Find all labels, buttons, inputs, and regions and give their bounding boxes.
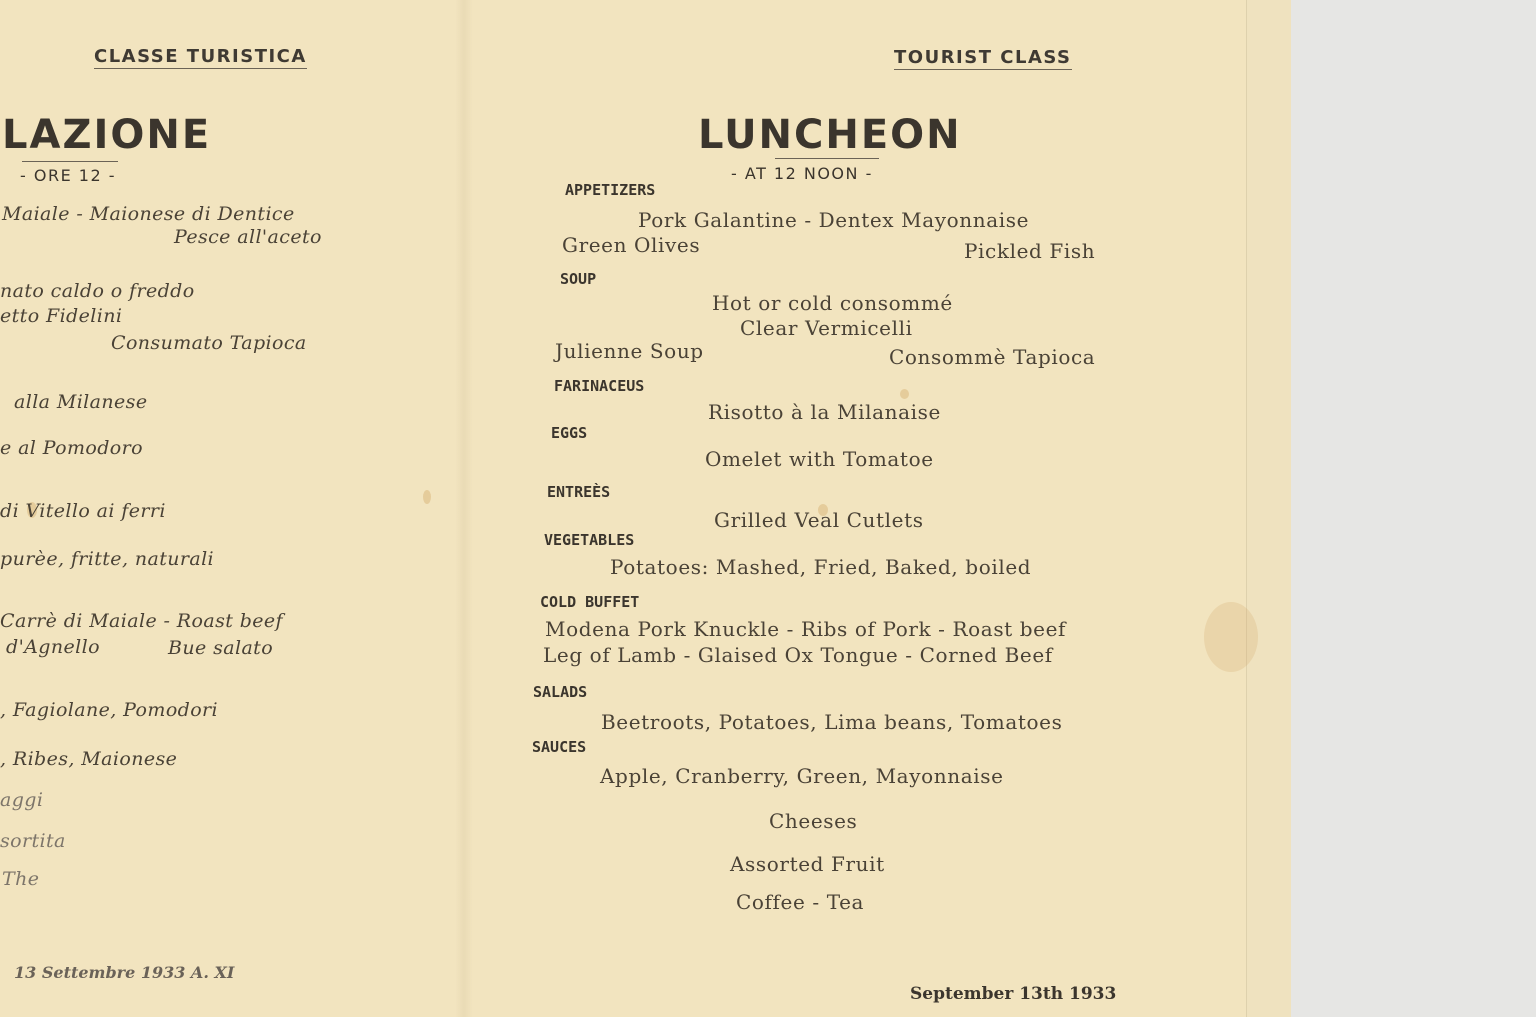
menu-item-cheeses: Cheeses bbox=[769, 809, 858, 833]
menu-item: Modena Pork Knuckle - Ribs of Pork - Roast beef bbox=[545, 617, 1067, 641]
left-line: etto Fidelini bbox=[0, 305, 123, 327]
left-line: Pesce all'aceto bbox=[174, 226, 322, 248]
menu-item: Risotto à la Milanaise bbox=[708, 400, 941, 424]
menu-item: Clear Vermicelli bbox=[740, 316, 913, 340]
backdrop bbox=[1290, 0, 1536, 1017]
left-line: nato caldo o freddo bbox=[0, 280, 195, 302]
left-line: d'Agnello bbox=[6, 636, 100, 658]
left-line: , Fagiolane, Pomodori bbox=[0, 699, 219, 721]
menu-item: Julienne Soup bbox=[555, 339, 704, 363]
left-line: purèe, fritte, naturali bbox=[0, 548, 215, 570]
menu-item: Beetroots, Potatoes, Lima beans, Tomatoes bbox=[601, 710, 1063, 734]
sheet-edge bbox=[1246, 0, 1291, 1017]
stain-spot bbox=[423, 490, 431, 504]
left-line: sortita bbox=[0, 830, 66, 852]
left-title-rule bbox=[22, 161, 118, 162]
stain-spot bbox=[900, 389, 909, 399]
left-line: aggi bbox=[0, 789, 44, 811]
left-line: Maiale - Maionese di Dentice bbox=[2, 203, 295, 225]
left-line: The bbox=[2, 868, 40, 890]
left-line: alla Milanese bbox=[14, 391, 148, 413]
section-heading-appetizers: APPETIZERS bbox=[565, 181, 656, 199]
menu-item: Consommè Tapioca bbox=[889, 345, 1096, 369]
left-class-header: CLASSE TURISTICA bbox=[94, 46, 307, 67]
left-title: LAZIONE bbox=[2, 112, 212, 158]
left-line: Consumato Tapioca bbox=[111, 332, 307, 354]
menu-item: Potatoes: Mashed, Fried, Baked, boiled bbox=[610, 555, 1032, 579]
left-line: di Vitello ai ferri bbox=[0, 500, 166, 522]
menu-item: Grilled Veal Cutlets bbox=[714, 508, 924, 532]
menu-item: Apple, Cranberry, Green, Mayonnaise bbox=[600, 764, 1004, 788]
menu-item-coffee: Coffee - Tea bbox=[736, 890, 865, 914]
left-line: e al Pomodoro bbox=[0, 437, 143, 459]
right-title: LUNCHEON bbox=[698, 112, 962, 158]
section-heading-sauces: SAUCES bbox=[532, 738, 587, 756]
section-heading-vegetables: VEGETABLES bbox=[544, 531, 635, 549]
left-date: 13 Settembre 1933 A. XI bbox=[14, 963, 235, 982]
section-heading-salads: SALADS bbox=[533, 683, 588, 701]
left-line: , Ribes, Maionese bbox=[0, 748, 178, 770]
left-line: Carrè di Maiale - Roast beef bbox=[0, 610, 283, 632]
menu-item: Green Olives bbox=[562, 233, 701, 257]
section-heading-soup: SOUP bbox=[560, 270, 597, 288]
menu-item: Omelet with Tomatoe bbox=[705, 447, 934, 471]
right-class-header: TOURIST CLASS bbox=[894, 47, 1072, 68]
stain-spot bbox=[1204, 602, 1258, 672]
left-line: Bue salato bbox=[168, 637, 274, 659]
menu-item: Pork Galantine - Dentex Mayonnaise bbox=[638, 208, 1030, 232]
menu-item: Pickled Fish bbox=[964, 239, 1096, 263]
left-subtitle: - ORE 12 - bbox=[20, 166, 116, 185]
right-title-rule bbox=[775, 158, 879, 159]
menu-item: Leg of Lamb - Glaised Ox Tongue - Corned Beef bbox=[543, 643, 1053, 667]
right-date: September 13th 1933 bbox=[910, 984, 1117, 1004]
section-heading-cold-buffet: COLD BUFFET bbox=[540, 593, 640, 611]
right-subtitle: - AT 12 NOON - bbox=[731, 164, 873, 183]
menu-item-fruit: Assorted Fruit bbox=[730, 852, 885, 876]
section-heading-entrees: ENTREÈS bbox=[547, 483, 611, 501]
section-heading-eggs: EGGS bbox=[551, 424, 588, 442]
section-heading-farinaceus: FARINACEUS bbox=[554, 377, 645, 395]
menu-item: Hot or cold consommé bbox=[712, 291, 953, 315]
